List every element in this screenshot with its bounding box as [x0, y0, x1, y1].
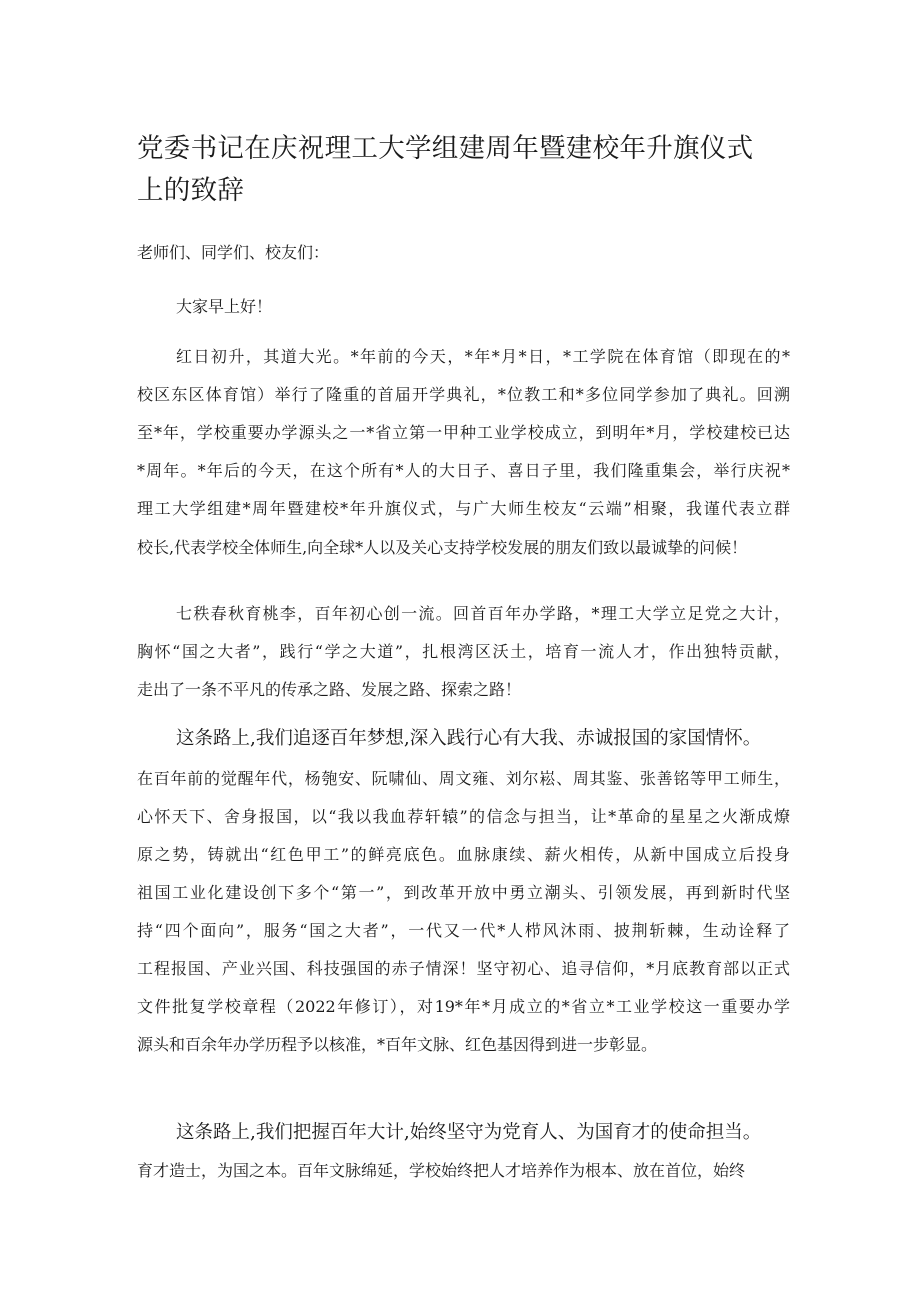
- salutation: 大家早上好！: [176, 297, 273, 316]
- paragraph-line: 走出了一条不平凡的传承之路、发展之路、探索之路！: [137, 680, 522, 699]
- paragraph-line: 至*年，学校重要办学源头之一*省立第一甲种工业学校成立，到明年*月，学校建校已达: [137, 423, 790, 442]
- paragraph-line: 校区东区体育馆）举行了隆重的首届开学典礼，*位教工和*多位同学参加了典礼。回溯: [137, 385, 790, 404]
- paragraph-line: *周年。*年后的今天，在这个所有*人的大日子、喜日子里，我们隆重集会，举行庆祝*: [137, 461, 790, 480]
- paragraph-line: 校长,代表学校全体师生,向全球*人以及关心支持学校发展的朋友们致以最诚挚的问候！: [137, 538, 748, 557]
- paragraph-line: 心怀天下、舍身报国，以“我以我血荐轩辕”的信念与担当，让*革命的星星之火渐成燎: [137, 807, 790, 826]
- greeting: 老师们、同学们、校友们：: [137, 243, 330, 262]
- paragraph-line: 育才造士，为国之本。百年文脉绵延，学校始终把人才培养作为根本、放在首位，始终: [137, 1161, 746, 1180]
- paragraph-line: 原之势，铸就出“红色甲工”的鲜亮底色。血脉康续、薪火相传，从新中国成立后投身: [137, 845, 790, 864]
- paragraph-line: 在百年前的觉醒年代，杨匏安、阮啸仙、周文雍、刘尔崧、周其鉴、张善铭等甲工师生，: [137, 769, 790, 788]
- paragraph-line: 胸怀“国之大者”，践行“学之大道”，扎根湾区沃土，培育一流人才，作出独特贡献，: [137, 642, 790, 661]
- document-title: [137, 128, 797, 212]
- paragraph-line: 七秩春秋育桃李，百年初心创一流。回首百年办学路，*理工大学立足党之大计，: [176, 604, 790, 623]
- paragraph-line: 工程报国、产业兴国、科技强国的赤子情深！坚守初心、追寻信仰，*月底教育部以正式: [137, 959, 790, 978]
- paragraph-line: 理工大学组建*周年暨建校*年升旗仪式，与广大师生校友“云端”相聚，我谨代表立群: [137, 499, 790, 518]
- title-line: 党委书记在庆祝理工大学组建周年暨建校年升旗仪式: [137, 133, 754, 164]
- paragraph-line: 这条路上,我们把握百年大计,始终坚守为党育人、为国育才的使命担当。: [176, 1122, 762, 1143]
- paragraph-line: 这条路上,我们追逐百年梦想,深入践行心有大我、赤诚报国的家国情怀。: [176, 728, 762, 749]
- paragraph-line: 源头和百余年办学历程予以核准，*百年文脉、红色基因得到进一步彰显。: [137, 1035, 658, 1054]
- paragraph-line: 持“四个面向”，服务“国之大者”，一代又一代*人栉风沐雨、披荆斩棘，生动诠释了: [137, 921, 790, 940]
- paragraph-line: 红日初升，其道大光。*年前的今天，*年*月*日，*工学院在体育馆（即现在的*: [176, 347, 790, 366]
- paragraph-line: 祖国工业化建设创下多个“第一”，到改革开放中勇立潮头、引领发展，再到新时代坚: [137, 883, 790, 902]
- title-line: 上的致辞: [137, 175, 245, 206]
- paragraph-line: 文件批复学校章程（2022年修订），对19*年*月成立的*省立*工业学校这一重要办学: [137, 997, 790, 1016]
